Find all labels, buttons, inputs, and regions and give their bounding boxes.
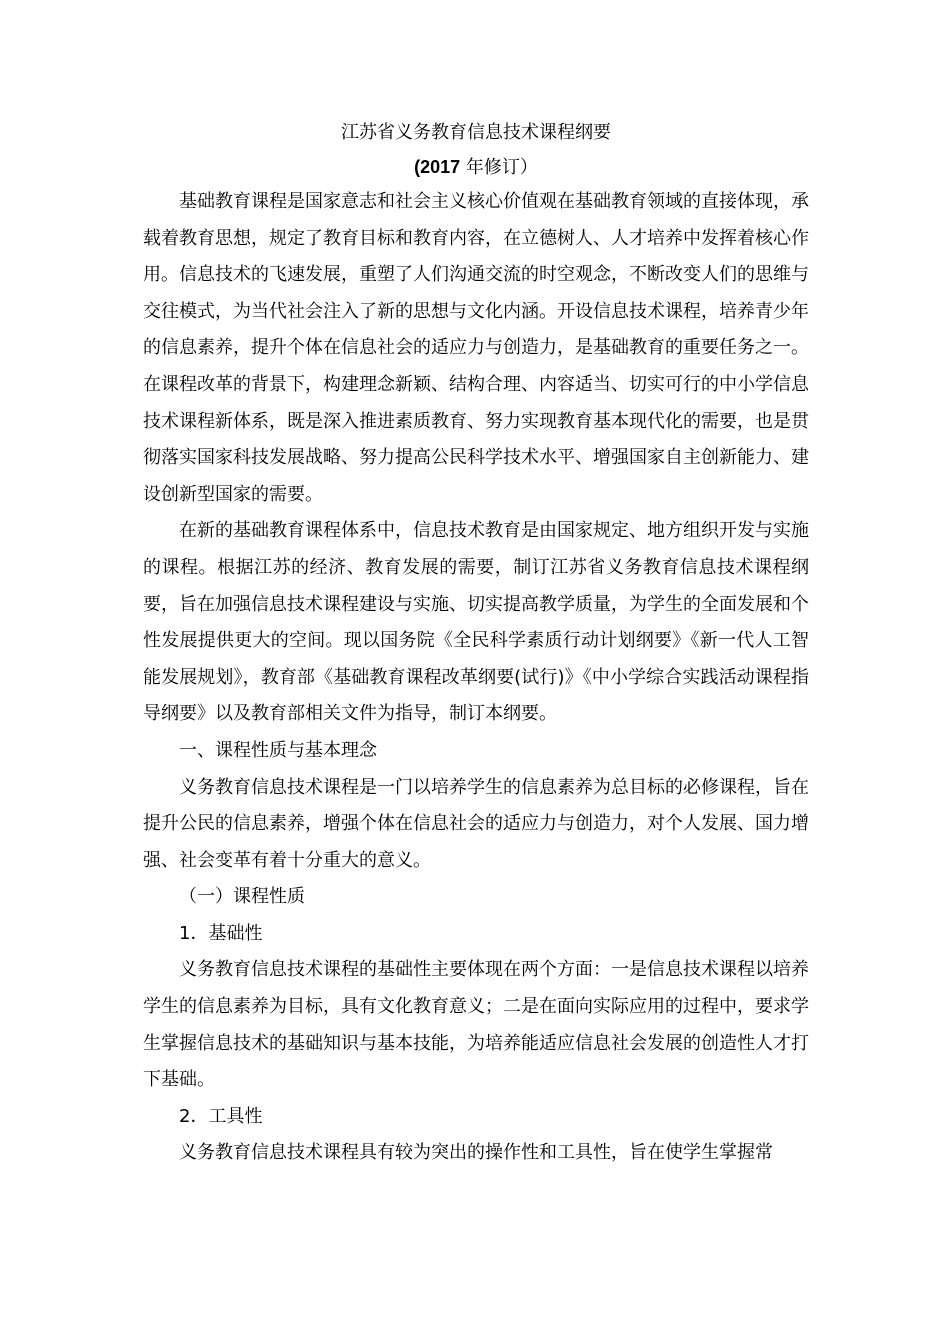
document-page <box>143 112 809 1172</box>
subsection-heading-1: （一）课程性质 <box>179 886 305 908</box>
item-heading-1: 1．基础性 <box>179 922 263 944</box>
section-heading-1: 一、课程性质与基本理念 <box>179 739 377 761</box>
subtitle-rest: 年修订） <box>460 157 538 178</box>
paragraph-nature: 义务教育信息技术课程是一门以培养学生的信息素养为总目标的必修课程，旨在提升公民的信息素养，增强个体在信息社会的适应力与创造力，对个人发展、国力增强、社会变革有着十分重大的意义。 <box>143 776 809 871</box>
paragraph-foundation: 义务教育信息技术课程的基础性主要体现在两个方面：一是信息技术课程以培养学生的信息素养为目标，具有文化教育意义；二是在面向实际应用的过程中，要求学生掌握信息技术的基础知识与基本技能，为培养能适应信息社会发展的创造性人才打下基础。 <box>143 959 809 1091</box>
item-heading-2: 2．工具性 <box>179 1105 263 1127</box>
paragraph-intro: 基础教育课程是国家意志和社会主义核心价值观在基础教育领域的直接体现，承载着教育思想，规定了教育目标和教育内容，在立德树人、人才培养中发挥着核心作用。信息技术的飞速发展，重塑了人们沟通交流的时空观念，不断改变人们的思维与交往模式，为当代社会注入了新的思想与文化内涵。开设信息技术课程，培养青少年的信息素养，提升个体在信息社会的适应力与创造力，是基础教育的重要任务之一。在课程改革的背景下，构建理念新颖、结构合理、内容适当、切实可行的中小学信息技术课程新体系，既是深入推进素质教育、努力实现教育基本现代化的需要，也是贯彻落实国家科技发展战略、努力提高公民科学技术水平、增强国家自主创新能力、建设创新型国家的需要。 <box>143 191 809 505</box>
paragraph-tool: 义务教育信息技术课程具有较为突出的操作性和工具性，旨在使学生掌握常 <box>179 1142 773 1164</box>
subtitle-year: (2017 <box>414 157 461 177</box>
paragraph-system: 在新的基础教育课程体系中，信息技术教育是由国家规定、地方组织开发与实施的课程。根据江苏的经济、教育发展的需要，制订江苏省义务教育信息技术课程纲要，旨在加强信息技术课程建设与实施、切实提高教学质量，为学生的全面发展和个性发展提供更大的空间。现以国务院《全民科学素质行动计划纲要》《新一代人工智能发展规划》，教育部《基础教育课程改革纲要(试行)》《中小学综合实践活动课程指导纲要》以及教育部相关文件为指导，制订本纲要。 <box>143 520 809 725</box>
document-title: 江苏省义务教育信息技术课程纲要 <box>341 122 611 143</box>
document-subtitle <box>143 150 809 184</box>
